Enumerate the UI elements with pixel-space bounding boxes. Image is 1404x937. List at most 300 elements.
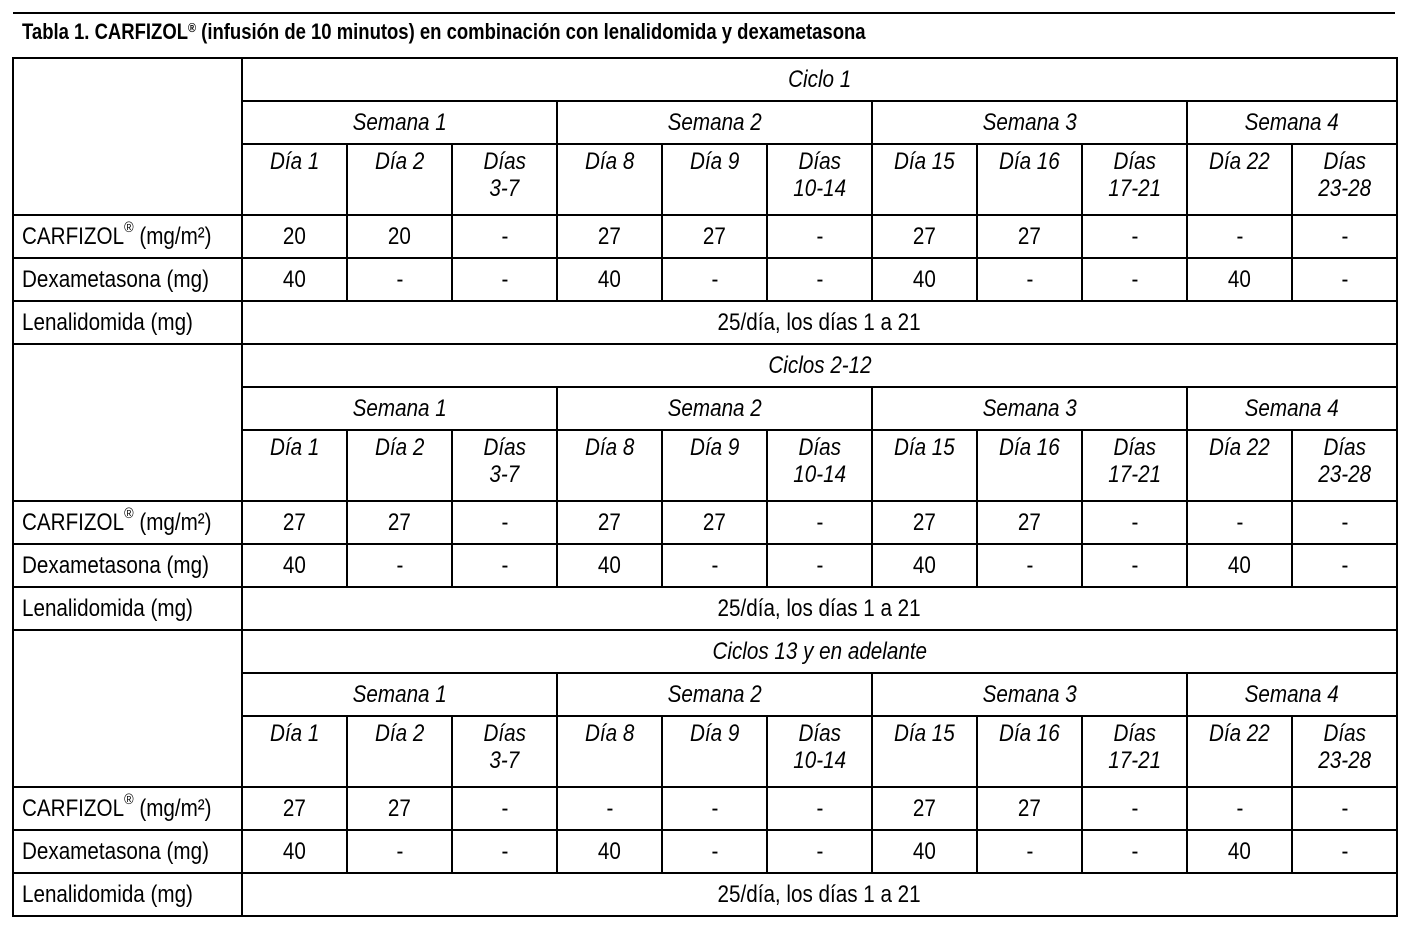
day-label-text: Días bbox=[798, 148, 841, 175]
dose-value: - bbox=[1026, 837, 1033, 865]
day-label-text: 10-14 bbox=[793, 461, 846, 488]
day-label bbox=[452, 430, 557, 501]
week-label-text: Semana 2 bbox=[667, 108, 762, 136]
table-title: Tabla 1. CARFIZOL® (infusión de 10 minutos) en combinación con lenalidomida y dexametasona bbox=[22, 19, 866, 44]
day-label-text: Día 22 bbox=[1209, 720, 1270, 747]
day-label bbox=[1082, 716, 1187, 787]
week-label bbox=[872, 101, 1187, 144]
dexametasona-dose-cell bbox=[767, 258, 872, 301]
dose-value: - bbox=[1131, 551, 1138, 579]
dose-value: - bbox=[816, 837, 823, 865]
dose-value: - bbox=[1236, 222, 1243, 250]
day-label-text: Día 15 bbox=[894, 720, 955, 747]
day-label-line bbox=[873, 434, 976, 461]
day-label-line bbox=[1293, 747, 1396, 774]
dexametasona-dose-cell bbox=[872, 830, 977, 873]
carfizol-dose-cell bbox=[242, 787, 347, 830]
dexametasona-row bbox=[13, 544, 1397, 587]
dose-value: 40 bbox=[913, 265, 936, 293]
day-label bbox=[452, 716, 557, 787]
carfizol-name: CARFIZOL bbox=[22, 223, 125, 250]
day-label bbox=[1082, 144, 1187, 215]
week-label-text: Semana 4 bbox=[1244, 680, 1340, 708]
day-label-line bbox=[348, 148, 451, 175]
dexametasona-dose-cell bbox=[1292, 258, 1397, 301]
dexametasona-label-text: Dexametasona (mg) bbox=[22, 551, 209, 579]
day-label-text: Días bbox=[1113, 434, 1156, 461]
week-label bbox=[242, 387, 557, 430]
day-label-line bbox=[663, 148, 766, 175]
day-label bbox=[662, 144, 767, 215]
cycle-header-row bbox=[13, 344, 1397, 387]
day-label-text: Días bbox=[483, 720, 526, 747]
day-label bbox=[1187, 144, 1292, 215]
dexametasona-dose-cell bbox=[452, 258, 557, 301]
day-label-line bbox=[978, 148, 1081, 175]
carfizol-dose-cell bbox=[347, 787, 452, 830]
dose-value: - bbox=[711, 794, 718, 822]
cycle-label-text: Ciclo 1 bbox=[787, 65, 852, 93]
day-label-text: Día 22 bbox=[1209, 434, 1270, 461]
day-label-text: Día 16 bbox=[999, 148, 1060, 175]
cycle-label-text: Ciclos 13 y en adelante bbox=[712, 637, 927, 665]
dexametasona-dose-cell bbox=[452, 830, 557, 873]
dexametasona-dose-cell bbox=[977, 258, 1082, 301]
day-label bbox=[242, 144, 347, 215]
day-label-line bbox=[1293, 148, 1396, 175]
day-label bbox=[662, 430, 767, 501]
dexametasona-dose-cell bbox=[662, 544, 767, 587]
week-label-text: Semana 2 bbox=[667, 394, 762, 422]
day-label-line bbox=[453, 434, 556, 461]
week-label-text: Semana 4 bbox=[1244, 394, 1340, 422]
dexametasona-dose-cell bbox=[1082, 258, 1187, 301]
carfizol-row-label bbox=[13, 215, 242, 258]
day-label bbox=[557, 716, 662, 787]
top-rule bbox=[13, 12, 1395, 14]
day-label-line bbox=[1188, 720, 1291, 747]
day-label-text: 3-7 bbox=[489, 175, 520, 202]
carfizol-dose-cell bbox=[767, 787, 872, 830]
carfizol-dose-cell bbox=[662, 787, 767, 830]
dose-value: 40 bbox=[598, 837, 621, 865]
week-label-text: Semana 1 bbox=[352, 394, 447, 422]
cycle-header-row bbox=[13, 58, 1397, 101]
carfizol-dose-cell bbox=[977, 787, 1082, 830]
day-label-line bbox=[558, 434, 661, 461]
day-label-text: Días bbox=[798, 720, 841, 747]
day-label-text: Día 8 bbox=[584, 720, 635, 747]
carfizol-name: CARFIZOL bbox=[22, 795, 125, 822]
day-label-line bbox=[1083, 434, 1186, 461]
dose-value: - bbox=[816, 551, 823, 579]
dose-value: 40 bbox=[283, 551, 306, 579]
dexametasona-dose-cell bbox=[767, 830, 872, 873]
cycle-label-text: Ciclos 2-12 bbox=[767, 351, 872, 379]
dose-value: 27 bbox=[283, 794, 306, 822]
dose-value: - bbox=[396, 265, 403, 293]
dose-value: - bbox=[501, 508, 508, 536]
cycle-header-row bbox=[13, 630, 1397, 673]
dose-value: - bbox=[1236, 794, 1243, 822]
carfizol-dose-cell bbox=[347, 215, 452, 258]
dose-value: 40 bbox=[1228, 265, 1251, 293]
carfizol-dose-cell bbox=[1082, 501, 1187, 544]
day-label-text: 23-28 bbox=[1318, 175, 1371, 202]
carfizol-dose-cell bbox=[557, 215, 662, 258]
day-label bbox=[347, 716, 452, 787]
dose-value: - bbox=[816, 794, 823, 822]
dose-value: - bbox=[1341, 265, 1348, 293]
day-label-text: 3-7 bbox=[489, 747, 520, 774]
dexametasona-dose-cell bbox=[767, 544, 872, 587]
dose-value: - bbox=[1341, 508, 1348, 536]
day-label-line bbox=[348, 434, 451, 461]
dose-value: - bbox=[501, 265, 508, 293]
day-label-line bbox=[663, 434, 766, 461]
carfizol-dose-cell bbox=[1292, 501, 1397, 544]
dose-value: 20 bbox=[388, 222, 411, 250]
dose-value: 25/día, los días 1 a 21 bbox=[717, 880, 922, 908]
week-label-text: Semana 1 bbox=[352, 680, 447, 708]
lenalidomida-dose-cell bbox=[242, 587, 1397, 630]
dexametasona-dose-cell bbox=[557, 258, 662, 301]
day-label-line bbox=[1188, 148, 1291, 175]
dexametasona-row-label bbox=[13, 258, 242, 301]
day-label-line bbox=[1293, 175, 1396, 202]
day-label-text: 10-14 bbox=[793, 747, 846, 774]
carfizol-row bbox=[13, 501, 1397, 544]
carfizol-dose-cell bbox=[662, 215, 767, 258]
dose-value: 27 bbox=[1018, 508, 1041, 536]
dose-value: 27 bbox=[913, 508, 936, 536]
day-label bbox=[347, 144, 452, 215]
dose-value: - bbox=[711, 551, 718, 579]
dose-value: - bbox=[1131, 222, 1138, 250]
day-label-text: Día 8 bbox=[584, 148, 635, 175]
day-label bbox=[1292, 430, 1397, 501]
day-label-text: Día 16 bbox=[999, 720, 1060, 747]
dose-value: 27 bbox=[388, 508, 411, 536]
dexametasona-dose-cell bbox=[557, 830, 662, 873]
carfizol-dose-cell bbox=[1082, 215, 1187, 258]
day-label-line bbox=[1293, 720, 1396, 747]
day-label-line bbox=[873, 148, 976, 175]
day-label-line bbox=[453, 461, 556, 488]
dose-value: 40 bbox=[598, 551, 621, 579]
lenalidomida-row bbox=[13, 587, 1397, 630]
carfizol-dose-cell bbox=[557, 501, 662, 544]
dose-value: 27 bbox=[388, 794, 411, 822]
dose-value: - bbox=[501, 794, 508, 822]
dexametasona-dose-cell bbox=[1187, 544, 1292, 587]
carfizol-row bbox=[13, 215, 1397, 258]
week-label bbox=[1187, 101, 1397, 144]
dexametasona-dose-cell bbox=[977, 830, 1082, 873]
day-label bbox=[767, 430, 872, 501]
day-label-line bbox=[1083, 747, 1186, 774]
dexametasona-row bbox=[13, 830, 1397, 873]
day-label bbox=[1292, 716, 1397, 787]
week-label-text: Semana 3 bbox=[982, 394, 1077, 422]
dexametasona-dose-cell bbox=[977, 544, 1082, 587]
day-label-text: Día 2 bbox=[374, 434, 425, 461]
day-label-text: Día 2 bbox=[374, 720, 425, 747]
day-label bbox=[977, 430, 1082, 501]
carfizol-label-text bbox=[22, 219, 212, 251]
dexametasona-dose-cell bbox=[347, 258, 452, 301]
carfizol-dose-cell bbox=[347, 501, 452, 544]
dose-value: - bbox=[396, 837, 403, 865]
week-label-text: Semana 4 bbox=[1244, 108, 1340, 136]
day-label-text: Días bbox=[1323, 148, 1366, 175]
dose-value: - bbox=[1341, 551, 1348, 579]
dexametasona-dose-cell bbox=[1187, 258, 1292, 301]
day-label-line bbox=[348, 720, 451, 747]
day-label-line bbox=[768, 434, 871, 461]
blank-corner-cell bbox=[13, 58, 242, 215]
carfizol-dose-cell bbox=[872, 787, 977, 830]
dose-value: 40 bbox=[598, 265, 621, 293]
dose-value: - bbox=[1341, 794, 1348, 822]
carfizol-dose-cell bbox=[977, 501, 1082, 544]
day-label-line bbox=[1083, 175, 1186, 202]
blank-corner-cell bbox=[13, 344, 242, 501]
day-label-text: Días bbox=[483, 434, 526, 461]
day-label bbox=[347, 430, 452, 501]
dexametasona-row-label bbox=[13, 830, 242, 873]
dose-value: 25/día, los días 1 a 21 bbox=[717, 308, 922, 336]
dose-value: 40 bbox=[913, 837, 936, 865]
cycle-label bbox=[242, 630, 1397, 673]
registered-mark: ® bbox=[124, 505, 134, 522]
carfizol-dose-cell bbox=[872, 215, 977, 258]
carfizol-dose-cell bbox=[1292, 787, 1397, 830]
dose-value: - bbox=[1236, 508, 1243, 536]
carfizol-label-text bbox=[22, 505, 212, 537]
carfizol-dose-cell bbox=[452, 787, 557, 830]
day-label-text: Días bbox=[1113, 148, 1156, 175]
week-label bbox=[1187, 387, 1397, 430]
day-label-text: Día 1 bbox=[269, 434, 320, 461]
day-label-line bbox=[558, 720, 661, 747]
lenalidomida-dose-cell bbox=[242, 301, 1397, 344]
day-label-line bbox=[768, 148, 871, 175]
day-label-text: 10-14 bbox=[793, 175, 846, 202]
day-label-line bbox=[243, 720, 346, 747]
day-label bbox=[767, 716, 872, 787]
carfizol-unit: (mg/m²) bbox=[133, 509, 212, 536]
day-label bbox=[662, 716, 767, 787]
carfizol-row-label bbox=[13, 787, 242, 830]
dose-value: 27 bbox=[913, 794, 936, 822]
day-label-text: Día 15 bbox=[894, 148, 955, 175]
lenalidomida-row-label bbox=[13, 873, 242, 916]
dexametasona-label-text: Dexametasona (mg) bbox=[22, 265, 209, 293]
day-label-text: Día 9 bbox=[689, 434, 740, 461]
day-label-text: Días bbox=[1323, 720, 1366, 747]
day-label-text: Día 15 bbox=[894, 434, 955, 461]
day-label-line bbox=[663, 720, 766, 747]
carfizol-dose-cell bbox=[242, 215, 347, 258]
dexametasona-label-text: Dexametasona (mg) bbox=[22, 837, 209, 865]
dexametasona-row bbox=[13, 258, 1397, 301]
day-label-line bbox=[768, 747, 871, 774]
day-label-line bbox=[768, 461, 871, 488]
carfizol-unit: (mg/m²) bbox=[133, 795, 212, 822]
dose-value: - bbox=[816, 265, 823, 293]
dose-value: - bbox=[711, 837, 718, 865]
day-label-text: Día 9 bbox=[689, 720, 740, 747]
week-label bbox=[242, 101, 557, 144]
dose-value: - bbox=[711, 265, 718, 293]
dexametasona-dose-cell bbox=[242, 258, 347, 301]
carfizol-dose-cell bbox=[872, 501, 977, 544]
dexametasona-dose-cell bbox=[557, 544, 662, 587]
cycle-label bbox=[242, 344, 1397, 387]
day-label bbox=[242, 716, 347, 787]
lenalidomida-row bbox=[13, 873, 1397, 916]
day-label-line bbox=[243, 434, 346, 461]
day-label-text: Días bbox=[1113, 720, 1156, 747]
dose-value: 27 bbox=[598, 508, 621, 536]
dexametasona-row-label bbox=[13, 544, 242, 587]
dose-value: 27 bbox=[703, 222, 726, 250]
day-label-line bbox=[453, 148, 556, 175]
carfizol-dose-cell bbox=[1082, 787, 1187, 830]
dose-value: - bbox=[1131, 508, 1138, 536]
dexametasona-dose-cell bbox=[347, 830, 452, 873]
dexametasona-dose-cell bbox=[242, 830, 347, 873]
dexametasona-dose-cell bbox=[242, 544, 347, 587]
week-label bbox=[872, 673, 1187, 716]
carfizol-name: CARFIZOL bbox=[22, 509, 125, 536]
day-label-line bbox=[1083, 720, 1186, 747]
day-label bbox=[872, 716, 977, 787]
day-label-text: Día 1 bbox=[269, 720, 320, 747]
dose-value: - bbox=[501, 837, 508, 865]
carfizol-dose-cell bbox=[767, 501, 872, 544]
day-label-line bbox=[1083, 148, 1186, 175]
day-label-text: 3-7 bbox=[489, 461, 520, 488]
day-label-text: Día 16 bbox=[999, 434, 1060, 461]
day-label-line bbox=[1083, 461, 1186, 488]
day-label bbox=[767, 144, 872, 215]
dose-value: 27 bbox=[913, 222, 936, 250]
dexametasona-dose-cell bbox=[872, 258, 977, 301]
day-label-text: 17-21 bbox=[1108, 747, 1161, 774]
lenalidomida-row-label bbox=[13, 587, 242, 630]
dexametasona-dose-cell bbox=[872, 544, 977, 587]
day-label bbox=[557, 430, 662, 501]
day-label-text: Día 9 bbox=[689, 148, 740, 175]
dose-value: - bbox=[1341, 222, 1348, 250]
lenalidomida-dose-cell bbox=[242, 873, 1397, 916]
carfizol-dose-cell bbox=[662, 501, 767, 544]
dose-value: 27 bbox=[283, 508, 306, 536]
dose-value: 20 bbox=[283, 222, 306, 250]
day-label-line bbox=[1293, 461, 1396, 488]
day-label-line bbox=[558, 148, 661, 175]
lenalidomida-label-text: Lenalidomida (mg) bbox=[22, 594, 193, 622]
day-label-line bbox=[873, 720, 976, 747]
day-label bbox=[452, 144, 557, 215]
dexametasona-dose-cell bbox=[662, 258, 767, 301]
week-label bbox=[557, 673, 872, 716]
dose-value: - bbox=[606, 794, 613, 822]
lenalidomida-label-text: Lenalidomida (mg) bbox=[22, 880, 193, 908]
dexametasona-dose-cell bbox=[1292, 830, 1397, 873]
day-label bbox=[242, 430, 347, 501]
week-label-text: Semana 2 bbox=[667, 680, 762, 708]
dose-value: 40 bbox=[1228, 551, 1251, 579]
dose-value: - bbox=[1026, 265, 1033, 293]
day-label bbox=[872, 430, 977, 501]
carfizol-dose-cell bbox=[1187, 215, 1292, 258]
day-label bbox=[1187, 430, 1292, 501]
carfizol-label-text bbox=[22, 791, 212, 823]
day-label-text: Día 8 bbox=[584, 434, 635, 461]
carfizol-row-label bbox=[13, 501, 242, 544]
dose-value: 27 bbox=[1018, 794, 1041, 822]
dose-value: 27 bbox=[703, 508, 726, 536]
dose-value: 40 bbox=[1228, 837, 1251, 865]
dose-value: - bbox=[1131, 794, 1138, 822]
carfizol-dose-cell bbox=[452, 215, 557, 258]
dexametasona-dose-cell bbox=[1187, 830, 1292, 873]
day-label-text: 17-21 bbox=[1108, 461, 1161, 488]
week-label bbox=[242, 673, 557, 716]
day-label bbox=[977, 144, 1082, 215]
week-label bbox=[557, 387, 872, 430]
day-label bbox=[1082, 430, 1187, 501]
dose-value: 40 bbox=[283, 837, 306, 865]
blank-corner-cell bbox=[13, 630, 242, 787]
day-label-line bbox=[453, 175, 556, 202]
day-label-text: Días bbox=[1323, 434, 1366, 461]
day-label-text: Día 1 bbox=[269, 148, 320, 175]
day-label-line bbox=[768, 720, 871, 747]
day-label bbox=[1292, 144, 1397, 215]
dose-value: - bbox=[1341, 837, 1348, 865]
week-label bbox=[872, 387, 1187, 430]
lenalidomida-row bbox=[13, 301, 1397, 344]
carfizol-dose-cell bbox=[767, 215, 872, 258]
dose-value: - bbox=[1131, 837, 1138, 865]
carfizol-dose-cell bbox=[557, 787, 662, 830]
day-label-text: 23-28 bbox=[1318, 461, 1371, 488]
dose-value: - bbox=[816, 222, 823, 250]
week-label-text: Semana 3 bbox=[982, 680, 1077, 708]
day-label-line bbox=[453, 720, 556, 747]
lenalidomida-row-label bbox=[13, 301, 242, 344]
dose-value: 25/día, los días 1 a 21 bbox=[717, 594, 922, 622]
day-label-line bbox=[978, 434, 1081, 461]
dosing-table bbox=[12, 57, 1398, 917]
week-label-text: Semana 1 bbox=[352, 108, 447, 136]
week-label bbox=[1187, 673, 1397, 716]
cycle-label bbox=[242, 58, 1397, 101]
day-label-line bbox=[768, 175, 871, 202]
carfizol-dose-cell bbox=[1292, 215, 1397, 258]
day-label-line bbox=[1293, 434, 1396, 461]
day-label bbox=[557, 144, 662, 215]
day-label-text: Día 2 bbox=[374, 148, 425, 175]
dose-value: - bbox=[501, 222, 508, 250]
day-label-line bbox=[978, 720, 1081, 747]
dose-value: - bbox=[501, 551, 508, 579]
registered-mark: ® bbox=[124, 791, 134, 808]
